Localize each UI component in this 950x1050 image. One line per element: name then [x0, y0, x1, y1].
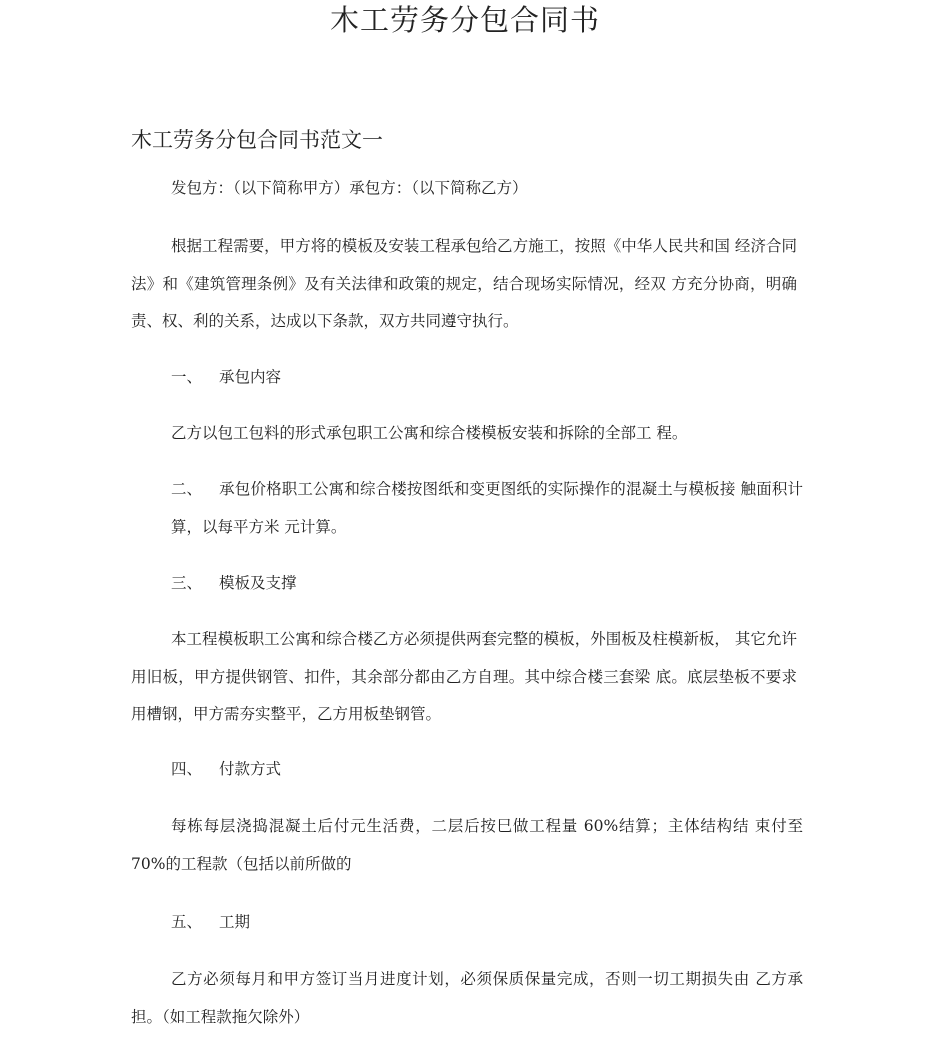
section-heading-2	[131, 471, 803, 546]
section-heading-4	[171, 751, 281, 789]
section-3-paragraph: 本工程模板职工公寓和综合楼乙方必须提供两套完整的模板，外围板及柱模新板， 其它允许用旧板，甲方提供钢管、扣件，其余部分都由乙方自理。其中综合楼三套梁 底。底层垫板不要求用槽钢，甲方需夯实整平，乙方用板垫钢管。	[131, 630, 797, 723]
section-heading-3	[171, 565, 297, 603]
section-heading-text: 模板及支撑	[219, 574, 297, 592]
section-number: 五、	[171, 913, 203, 931]
section-5-paragraph: 乙方必须每月和甲方签订当月进度计划，必须保质保量完成，否则一切工期损失由 乙方承担。（如工程款拖欠除外）	[131, 970, 803, 1026]
section-heading-1	[171, 359, 281, 397]
section-number: 四、	[171, 760, 203, 778]
section-heading-5	[171, 904, 250, 942]
section-number: 一、	[171, 368, 203, 386]
section-heading-text: 承包内容	[219, 368, 282, 386]
section-number: 二、	[171, 480, 203, 498]
section-heading-text: 付款方式	[219, 760, 282, 778]
section-number: 三、	[171, 574, 203, 592]
parties-line: 发包方：（以下简称甲方）承包方：（以下简称乙方）	[171, 179, 528, 197]
section-1-paragraph: 乙方以包工包料的形式承包职工公寓和综合楼模板安装和拆除的全部工 程。	[171, 424, 688, 442]
section-heading-text: 承包价格职工公寓和综合楼按图纸和变更图纸的实际操作的混凝土与模板接 触面积计算，以每平方米 元计算。	[171, 480, 803, 536]
section-heading-text: 工期	[219, 913, 251, 931]
document-title: 木工劳务分包合同书	[329, 3, 600, 37]
document-subtitle: 木工劳务分包合同书范文一	[131, 128, 383, 152]
intro-paragraph: 根据工程需要，甲方将的模板及安装工程承包给乙方施工，按照《中华人民共和国 经济合同法》和《建筑管理条例》及有关法律和政策的规定，结合现场实际情况，经双 方充分协商，明确责、权、利的关系，达成以下条款，双方共同遵守执行。	[131, 237, 797, 330]
section-4-paragraph: 每栋每层浇捣混凝土后付元生活费，二层后按巳做工程量 60%结算；主体结构结 束付至 70%的工程款（包括以前所做的	[131, 817, 803, 873]
